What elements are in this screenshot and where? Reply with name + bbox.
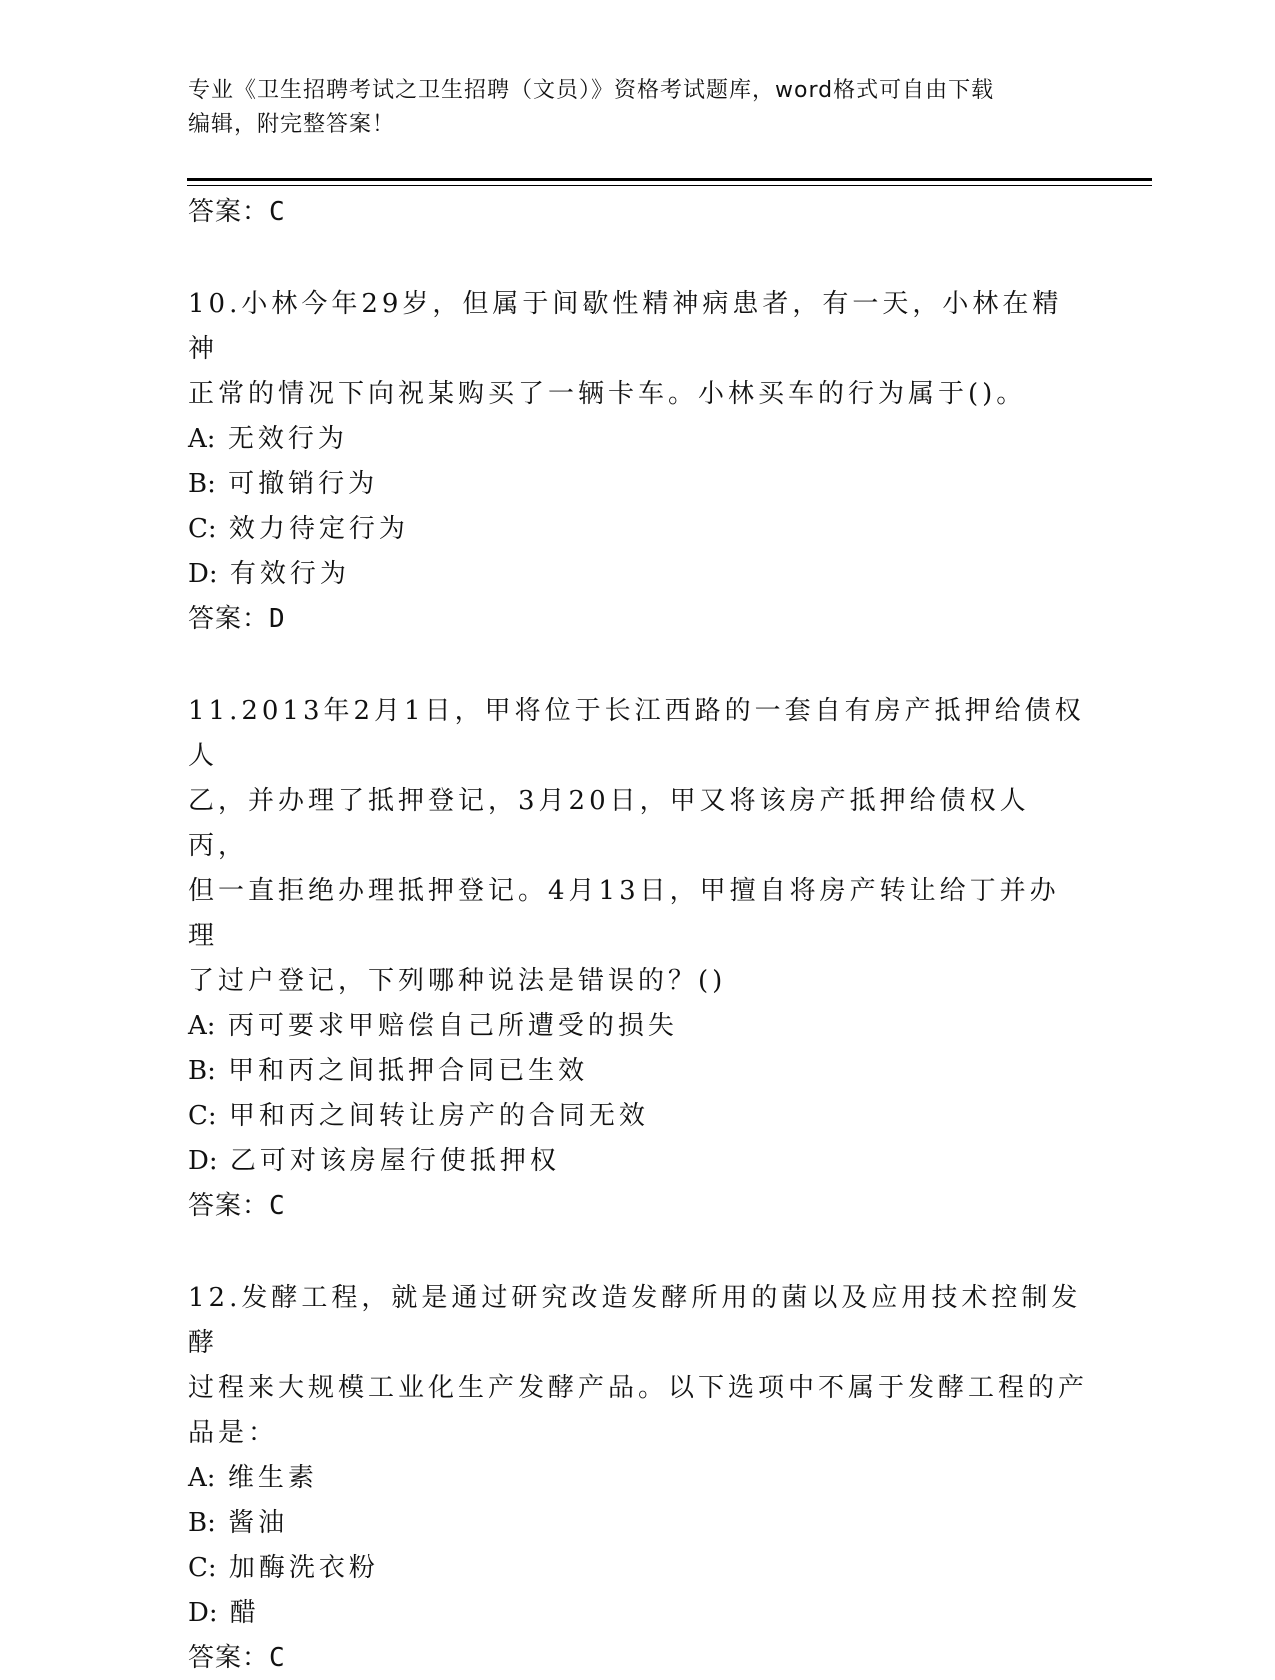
option-text: 加酶洗衣粉	[228, 1553, 379, 1583]
question-line: 11.2013年2月1日，甲将位于长江西路的一套自有房产抵押给债权人	[188, 696, 1085, 771]
header-line-2: 编辑，附完整答案！	[188, 112, 396, 137]
option-c	[188, 1546, 1088, 1591]
header-divider-thin	[187, 185, 1152, 186]
previous-answer	[188, 190, 1088, 234]
option-c	[188, 507, 1088, 552]
header-line-1: 专业《卫生招聘考试之卫生招聘（文员）》资格考试题库，word格式可自由下载	[188, 78, 995, 103]
option-text: 酱油	[228, 1508, 289, 1538]
question-line: 乙，并办理了抵押登记，3月20日，甲又将该房产抵押给债权人丙，	[188, 786, 1030, 861]
option-b	[188, 1049, 1088, 1094]
option-letter: D:	[188, 1146, 218, 1176]
option-text: 丙可要求甲赔偿自己所遭受的损失	[227, 1011, 678, 1041]
answer-value: C	[269, 1643, 286, 1673]
option-b	[188, 462, 1088, 507]
option-d	[188, 1139, 1088, 1184]
option-d	[188, 1591, 1088, 1636]
question-line: 10.小林今年29岁，但属于间歇性精神病患者，有一天，小林在精神	[188, 289, 1063, 364]
option-text: 维生素	[227, 1463, 318, 1493]
question-line: 品是：	[188, 1418, 279, 1448]
option-b	[188, 1501, 1088, 1546]
question-answer	[188, 1636, 1088, 1680]
option-letter: D:	[188, 1598, 218, 1628]
option-a	[188, 1004, 1088, 1049]
answer-value: D	[269, 604, 286, 634]
question-12	[188, 1276, 1088, 1680]
option-text: 无效行为	[227, 424, 348, 454]
question-line: 正常的情况下向祝某购买了一辆卡车。小林买车的行为属于()。	[188, 379, 1027, 409]
question-answer	[188, 1184, 1088, 1228]
answer-label: 答案：	[188, 1191, 270, 1221]
question-line: 12.发酵工程，就是通过研究改造发酵所用的菌以及应用技术控制发酵	[188, 1283, 1082, 1358]
document-header	[188, 74, 1068, 142]
option-text: 有效行为	[229, 559, 350, 589]
option-letter: D:	[188, 559, 218, 589]
question-text	[188, 689, 1088, 1004]
option-text: 可撤销行为	[228, 469, 379, 499]
question-line: 但一直拒绝办理抵押登记。4月13日，甲擅自将房产转让给丁并办理	[188, 876, 1060, 951]
option-a	[188, 1456, 1088, 1501]
question-10	[188, 282, 1088, 641]
document-body	[188, 190, 1088, 1680]
option-letter: B:	[188, 1056, 216, 1086]
question-11	[188, 689, 1088, 1228]
question-line: 过程来大规模工业化生产发酵产品。以下选项中不属于发酵工程的产	[188, 1373, 1089, 1403]
option-a	[188, 417, 1088, 462]
option-text: 甲和丙之间转让房产的合同无效	[228, 1101, 649, 1131]
answer-value: C	[269, 197, 286, 227]
option-d	[188, 552, 1088, 597]
question-text	[188, 1276, 1088, 1456]
option-letter: B:	[188, 1508, 216, 1538]
option-text: 甲和丙之间抵押合同已生效	[228, 1056, 589, 1086]
answer-label: 答案：	[188, 604, 270, 634]
option-text: 乙可对该房屋行使抵押权	[229, 1146, 560, 1176]
option-letter: B:	[188, 469, 216, 499]
option-text: 醋	[229, 1598, 260, 1628]
answer-label: 答案：	[188, 197, 270, 227]
option-text: 效力待定行为	[228, 514, 409, 544]
header-divider-thick	[187, 178, 1152, 181]
option-letter: C:	[188, 1101, 217, 1131]
option-letter: A:	[188, 1463, 216, 1493]
option-letter: A:	[188, 424, 216, 454]
option-c	[188, 1094, 1088, 1139]
question-answer	[188, 597, 1088, 641]
option-letter: C:	[188, 514, 217, 544]
option-letter: C:	[188, 1553, 217, 1583]
question-line: 了过户登记，下列哪种说法是错误的？()	[188, 966, 727, 996]
option-letter: A:	[188, 1011, 216, 1041]
answer-label: 答案：	[188, 1643, 270, 1673]
answer-value: C	[269, 1191, 286, 1221]
question-text	[188, 282, 1088, 417]
